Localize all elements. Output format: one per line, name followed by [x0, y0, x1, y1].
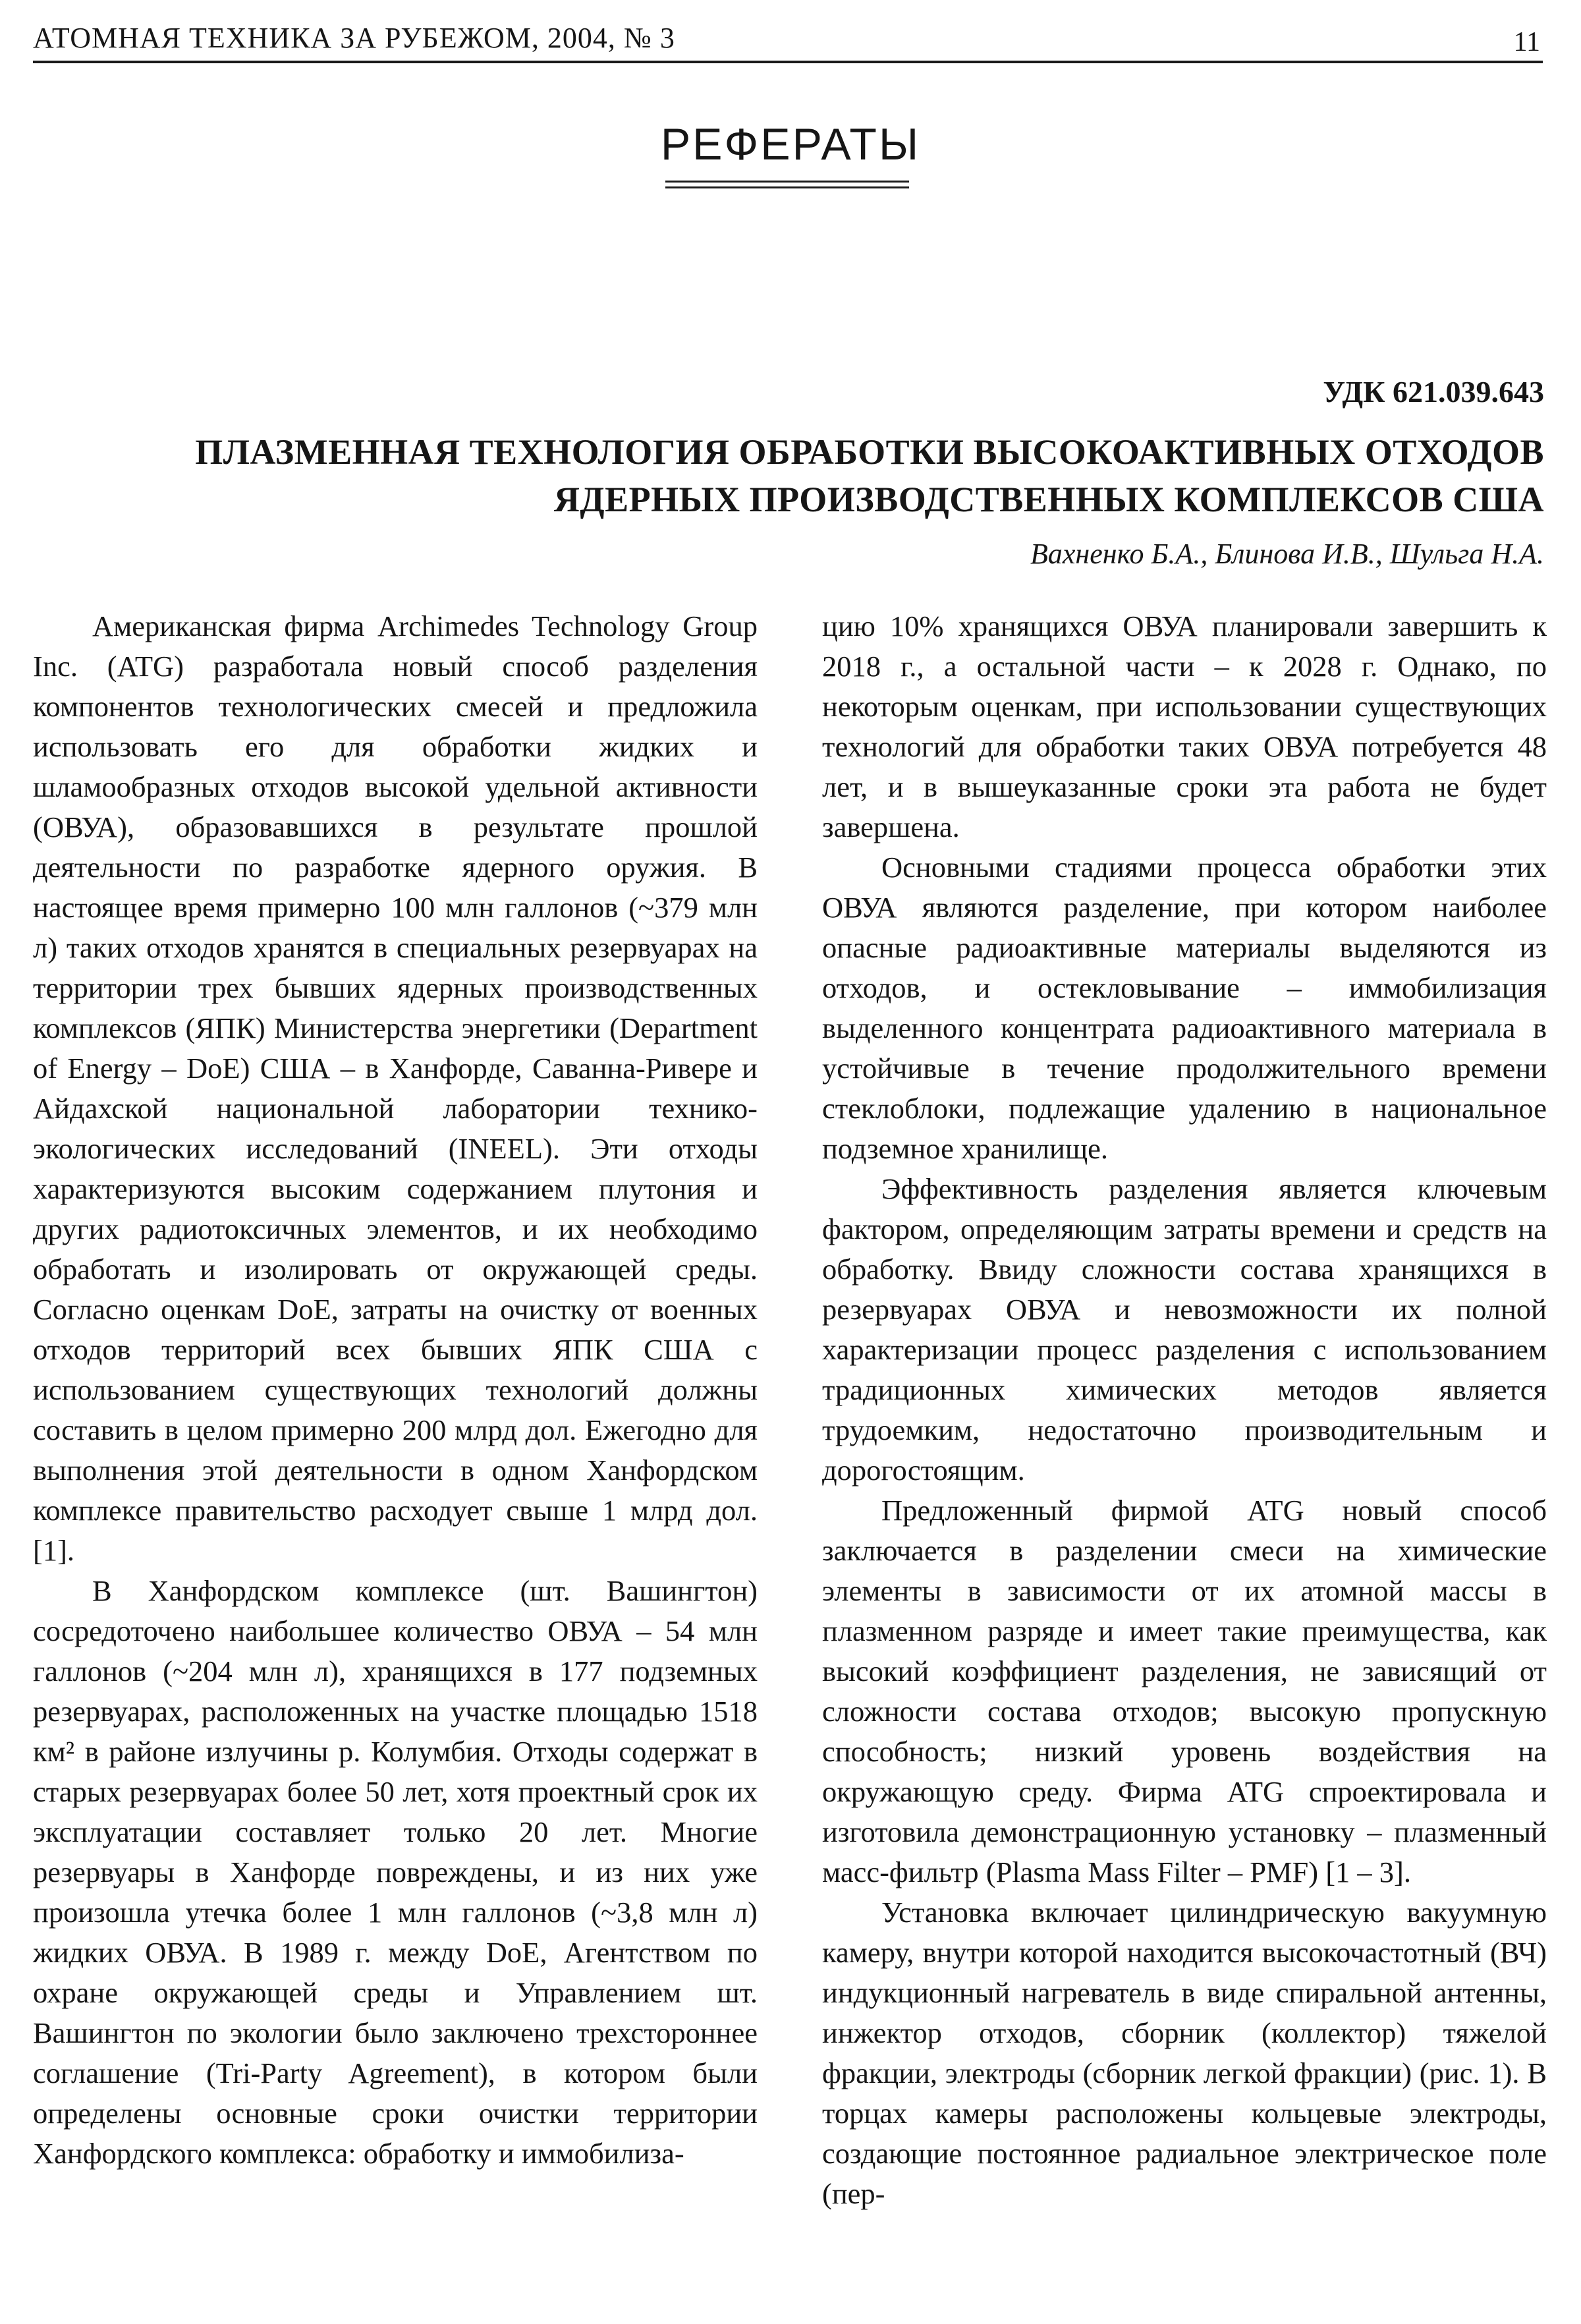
- section-title: РЕФЕРАТЫ: [660, 119, 921, 169]
- udk-code: УДК 621.039.643: [1323, 375, 1544, 409]
- paragraph: Основными стадиями процесса обработки этих ОВУА являются разделение, при котором наиболее опасные радиоактивные материалы выделяются из отходов, и остекловывание – иммобилизация выделенного концентрата радиоактивного материала в устойчивые в течение продолжительного времени стеклоблоки, подлежащие удалению в национальное подземное хранилище.: [822, 851, 1547, 1165]
- paragraph: В Ханфордском комплексе (шт. Вашингтон) сосредоточено наибольшее количество ОВУА – 54 млн галлонов (~204 млн л), хранящихся в 177 подземных резервуарах, расположенных на участке площадью 1518 км² в районе излучины р. Колумбия. Отходы содержат в старых резервуарах более 50 лет, хотя проектный срок их эксплуатации составляет только 20 лет. Многие резервуары в Ханфорде повреждены, и из них уже произошла утечка более 1 млн галлонов (~3,8 млн л) жидких ОВУА. В 1989 г. между DoE, Агентством по охране окружающей среды и Управлением шт. Вашингтон по экологии было заключено трехстороннее соглашение (Tri-Party Agreement), в котором были определены основные сроки очистки территории Ханфордского комплекса: обработку и иммобилиза-: [33, 1574, 758, 2170]
- text-column-left: [33, 606, 758, 2174]
- paragraph: Американская фирма Archimedes Technology Group Inc. (ATG) разработала новый способ разделения компонентов технологических смесей и предложила использовать его для обработки жидких и шламообразных отходов высокой удельной активности (ОВУА), образовавшихся в результате прошлой деятельности по разработке ядерного оружия. В настоящее время примерно 100 млн галлонов (~379 млн л) таких отходов хранятся в специальных резервуарах на территории трех бывших ядерных производственных комплексов (ЯПК) Министерства энергетики (Department of Energy – DoE) США – в Ханфорде, Саванна-Ривере и Айдахской национальной лаборатории технико-экологических исследований (INEEL). Эти отходы характеризуются высоким содержанием плутония и других радиотоксичных элементов, и их необходимо обработать и изолировать от окружающей среды. Согласно оценкам DoE, затраты на очистку от военных отходов территорий всех бывших ЯПК США с использованием существующих технологий должны составить в целом примерно 200 млрд дол. Ежегодно для выполнения этой деятельности в одном Ханфордском комплексе правительство расходует свыше 1 млрд дол. [1].: [33, 609, 758, 1567]
- paragraph: Эффективность разделения является ключевым фактором, определяющим затраты времени и средств на обработку. Ввиду сложности состава хранящихся в резервуарах ОВУА и невозможности их полной характеризации процесс разделения с использованием традиционных химических методов является трудоемким, недостаточно производительным и дорогостоящим.: [822, 1172, 1547, 1487]
- article-authors: Вахненко Б.А., Блинова И.В., Шульга Н.А.: [1030, 538, 1544, 570]
- journal-title: АТОМНАЯ ТЕХНИКА ЗА РУБЕЖОМ, 2004, № 3: [33, 22, 675, 54]
- article-title-line-2: ЯДЕРНЫХ ПРОИЗВОДСТВЕННЫХ КОМПЛЕКСОВ США: [553, 480, 1544, 519]
- section-title-underline: [665, 181, 909, 183]
- paragraph: Предложенный фирмой ATG новый способ заключается в разделении смеси на химические элементы в зависимости от их атомной массы в плазменном разряде и имеет такие преимущества, как высокий коэффициент разделения, не зависящий от сложности состава отходов; высокую пропускную способность; низкий уровень воздействия на окружающую среду. Фирма ATG спроектировала и изготовила демонстрационную установку – плазменный масс-фильтр (Plasma Mass Filter – PMF) [1 – 3].: [822, 1494, 1547, 1888]
- paragraph-continuation: цию 10% хранящихся ОВУА планировали завершить к 2018 г., а остальной части – к 2028 г. Однако, по некоторым оценкам, при использовании существующих технологий для обработки таких ОВУА потребуется 48 лет, и в вышеуказанные сроки эта работа не будет завершена.: [822, 609, 1547, 843]
- page-number: 11: [1513, 27, 1540, 57]
- running-header: [33, 21, 1543, 63]
- article-title-line-1: ПЛАЗМЕННАЯ ТЕХНОЛОГИЯ ОБРАБОТКИ ВЫСОКОАКТИВНЫХ ОТХОДОВ: [195, 432, 1544, 472]
- article-title: [55, 428, 1544, 523]
- text-column-right: [822, 606, 1547, 2214]
- paragraph: Установка включает цилиндрическую вакуумную камеру, внутри которой находится высокочастотный (ВЧ) индукционный нагреватель в виде спиральной антенны, инжектор отходов, сборник (коллектор) тяжелой фракции, электроды (сборник легкой фракции) (рис. 1). В торцах камеры расположены кольцевые электроды, создающие постоянное радиальное электрическое поле (пер-: [822, 1896, 1547, 2210]
- section-title-underline-second: [665, 186, 909, 188]
